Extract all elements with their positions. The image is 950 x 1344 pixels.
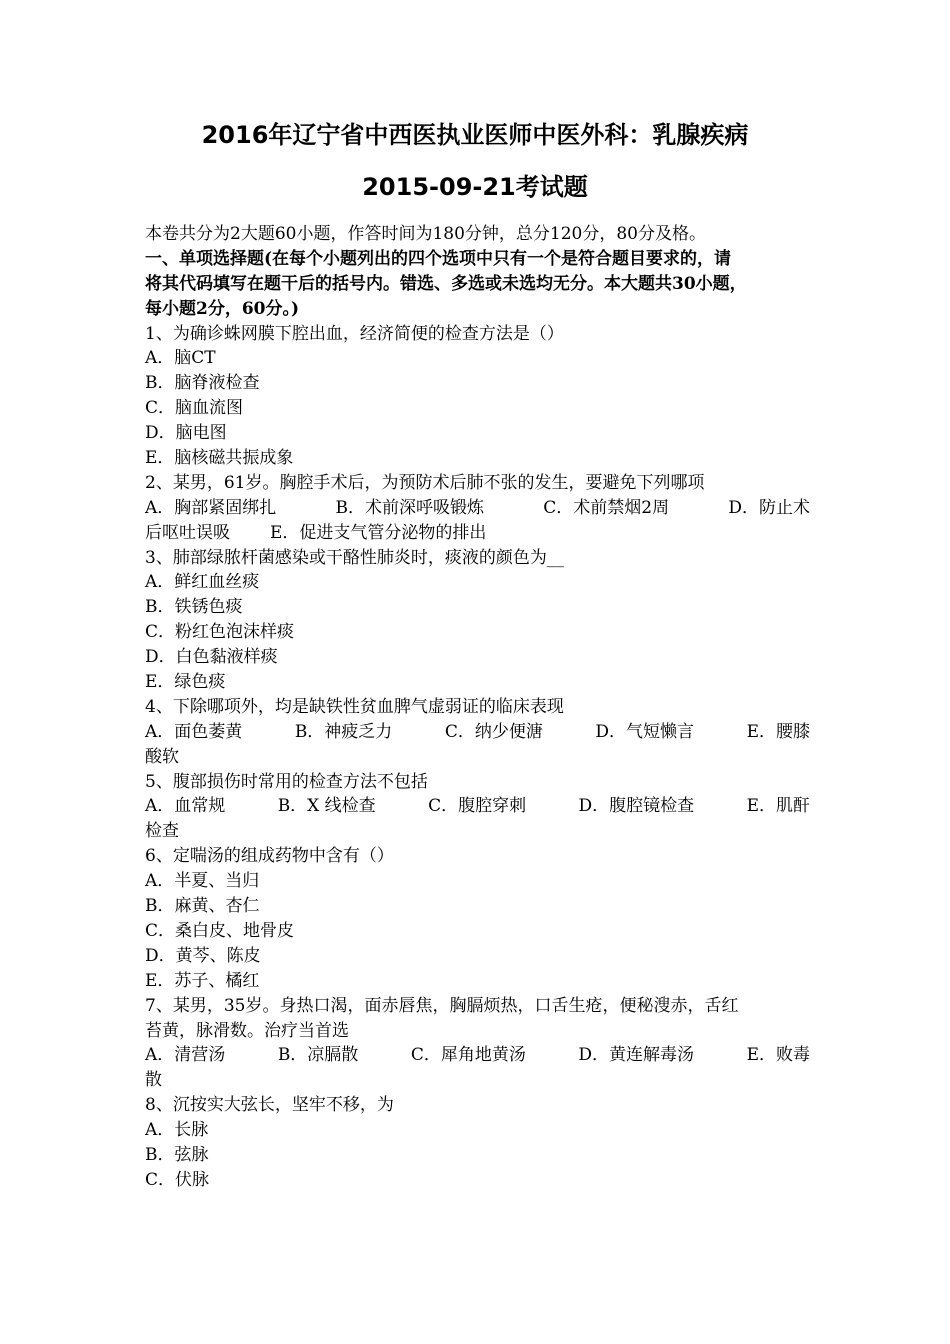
options-row (145, 521, 810, 546)
answer-option: A．胸部紧固绑扎 (145, 497, 277, 518)
answer-option: B．脑脊液检查 (145, 373, 260, 394)
document-subtitle: 2015-09-21考试题 (362, 173, 588, 201)
answer-option: A．血常规 (145, 796, 226, 817)
answer-option: D．防止术 (728, 497, 810, 518)
answer-option: C．犀角地黄汤 (410, 1045, 526, 1066)
options-row (145, 720, 810, 745)
answer-option: D．黄芩、陈皮 (145, 945, 261, 966)
question-stem: 6、定喘汤的组成药物中含有（） (145, 846, 394, 867)
question-stem: 2、某男，61岁。胸腔手术后，为预防术后肺不张的发生，要避免下列哪项 (145, 472, 705, 493)
options-row (145, 794, 810, 819)
answer-option: A．长脉 (145, 1120, 209, 1141)
answer-option: C．粉红色泡沫样痰 (145, 622, 295, 643)
question-stem: 7、某男，35岁。身热口渴，面赤唇焦，胸膈烦热，口舌生疮，便秘溲赤，舌红 (145, 995, 739, 1016)
answer-option: B．铁锈色痰 (145, 597, 243, 618)
answer-option: C．纳少便溏 (444, 721, 543, 742)
answer-option: E．绿色痰 (145, 672, 226, 693)
answer-option-continued: 酸软 (145, 746, 179, 767)
answer-option: A．半夏、当归 (145, 871, 260, 892)
answer-option: B．X 线检查 (277, 796, 376, 817)
answer-option: A．面色萎黄 (145, 721, 243, 742)
answer-option: B．凉膈散 (277, 1045, 359, 1066)
answer-option: B．麻黄、杏仁 (145, 896, 260, 917)
answer-option: B．弦脉 (145, 1144, 209, 1165)
answer-option: D．黄连解毒汤 (578, 1045, 695, 1066)
answer-option: A．清营汤 (145, 1045, 226, 1066)
answer-option: B．神疲乏力 (294, 721, 393, 742)
answer-option: E．脑核磁共振成象 (145, 448, 294, 469)
question-stem: 4、下除哪项外，均是缺铁性贫血脾气虚弱证的临床表现 (145, 696, 564, 717)
intro-text: 本卷共分为2大题60小题，作答时间为180分钟，总分120分，80分及格。 (145, 224, 706, 244)
document-body (145, 222, 810, 1193)
answer-option-continued: 散 (145, 1070, 162, 1091)
answer-option: C．术前禁烟2周 (543, 497, 670, 518)
answer-option-continued: 后呕吐误吸 (145, 522, 230, 543)
question-stem: 3、肺部绿脓杆菌感染或干酪性肺炎时，痰液的颜色为__ (145, 547, 564, 568)
section-heading-line: 一、单项选择题(在每个小题列出的四个选项中只有一个是符合题目要求的，请 (145, 248, 732, 269)
section-heading-line: 每小题2分，60分。) (145, 298, 300, 319)
answer-option: D．腹腔镜检查 (578, 796, 695, 817)
question-stem: 5、腹部损伤时常用的检查方法不包括 (145, 771, 428, 792)
answer-option: C．伏脉 (145, 1169, 210, 1190)
answer-option: D．脑电图 (145, 423, 227, 444)
options-row (145, 496, 810, 521)
answer-option: C．桑白皮、地骨皮 (145, 920, 295, 941)
answer-option: A．脑CT (145, 348, 216, 369)
answer-option: E．肌酐 (746, 796, 810, 817)
section-heading-line: 将其代码填写在题干后的括号内。错选、多选或未选均无分。本大题共30小题， (145, 273, 747, 294)
answer-option-continued: 检查 (145, 821, 179, 842)
question-stem: 1、为确诊蛛网膜下腔出血，经济简便的检查方法是（） (145, 323, 564, 344)
document-title: 2016年辽宁省中西医执业医师中医外科：乳腺疾病 (201, 121, 749, 149)
answer-option: E．腰膝 (746, 721, 810, 742)
answer-option: D．白色黏液样痰 (145, 647, 278, 668)
answer-option: E．促进支气管分泌物的排出 (270, 522, 487, 543)
answer-option: A．鲜红血丝痰 (145, 572, 260, 593)
question-stem: 8、沉按实大弦长，坚牢不移，为 (145, 1095, 394, 1116)
answer-option: D．气短懒言 (595, 721, 695, 742)
options-row (145, 1043, 810, 1068)
answer-option: B．术前深呼吸锻炼 (335, 497, 485, 518)
answer-option: C．脑血流图 (145, 398, 244, 419)
answer-option: E．败毒 (746, 1045, 810, 1066)
answer-option: E．苏子、橘红 (145, 970, 260, 991)
question-stem: 苔黄，脉滑数。治疗当首选 (145, 1020, 349, 1041)
answer-option: C．腹腔穿刺 (428, 796, 527, 817)
